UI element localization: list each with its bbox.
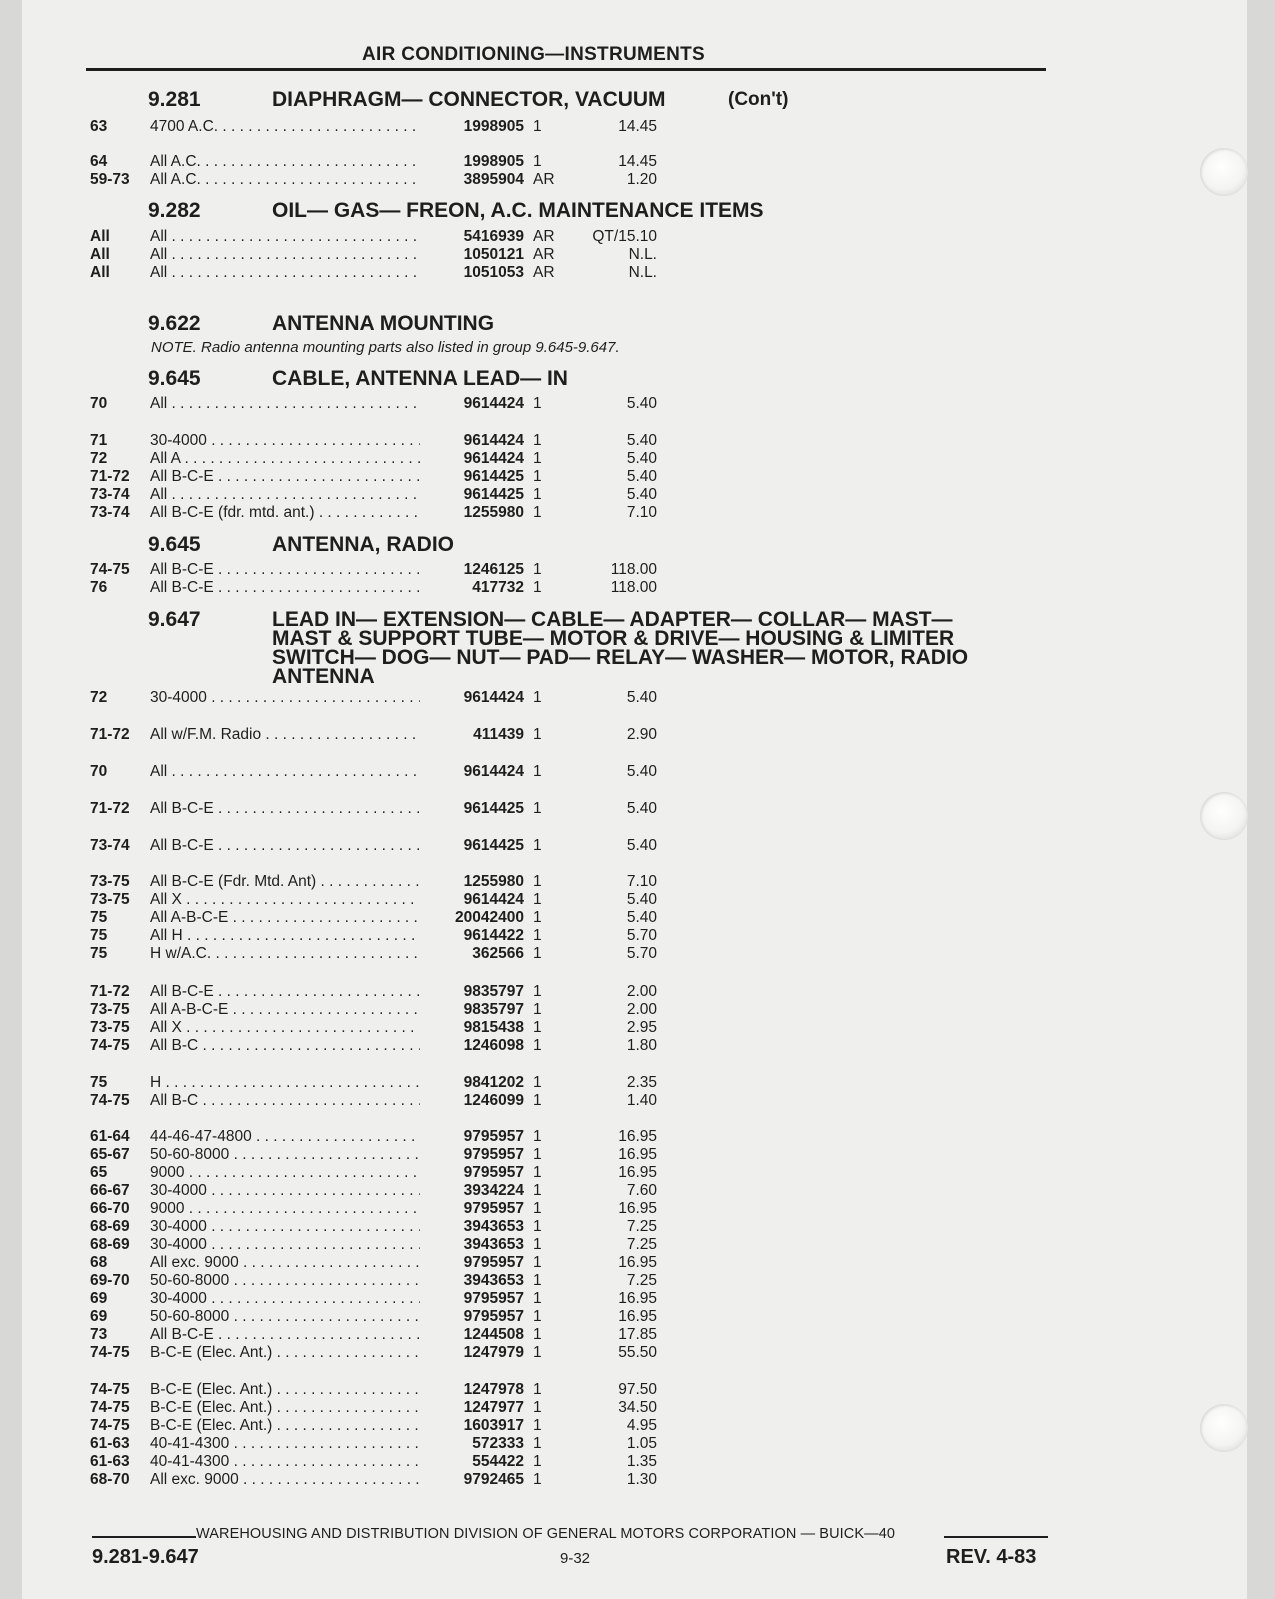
part-number: 3943653 — [463, 1236, 524, 1253]
application: 40-41-4300 . . . — [150, 1435, 420, 1453]
part-number: 9815438 — [463, 1019, 524, 1036]
part-number: 1247978 — [463, 1381, 524, 1398]
list-price: 2.35 — [626, 1074, 657, 1091]
list-price: 17.85 — [618, 1326, 657, 1343]
part-number: 1244508 — [463, 1326, 524, 1343]
part-number: 9795957 — [463, 1128, 524, 1145]
quantity: 1 — [533, 945, 542, 962]
application: All B-C-E . . . — [150, 579, 420, 597]
model-year: 61-63 — [90, 1435, 130, 1452]
quantity: 1 — [533, 1381, 542, 1398]
application: All . . . — [150, 228, 420, 246]
model-year: All — [90, 246, 110, 263]
model-year: 75 — [90, 1074, 108, 1091]
application: 30-4000 . . . — [150, 1218, 420, 1236]
list-price: 34.50 — [618, 1399, 657, 1416]
quantity: 1 — [533, 1236, 542, 1253]
list-price: 2.00 — [626, 1001, 657, 1018]
section-title: OIL— GAS— FREON, A.C. MAINTENANCE ITEMS — [272, 199, 764, 222]
application: All B-C-E . . . — [150, 983, 420, 1001]
section-note: NOTE. Radio antenna mounting parts also listed in group 9.645-9.647. — [151, 339, 620, 356]
list-price: 5.40 — [626, 763, 657, 780]
application: 30-4000 . . . — [150, 432, 420, 450]
model-year: 64 — [90, 153, 108, 170]
model-year: 71 — [90, 432, 108, 449]
application: All exc. 9000 . . . — [150, 1254, 420, 1272]
part-number: 9614424 — [463, 891, 524, 908]
model-year: 73-74 — [90, 486, 130, 503]
model-year: 69 — [90, 1290, 108, 1307]
model-year: 73-75 — [90, 891, 130, 908]
quantity: 1 — [533, 1037, 542, 1054]
model-year: All — [90, 228, 110, 245]
footer-group-range: 9.281-9.647 — [92, 1546, 199, 1568]
section-continued: (Con't) — [728, 89, 789, 110]
list-price: 7.10 — [626, 873, 657, 890]
footer-rule-left — [92, 1536, 196, 1538]
list-price: 5.40 — [626, 486, 657, 503]
model-year: 70 — [90, 395, 108, 412]
part-number: 9795957 — [463, 1200, 524, 1217]
list-price: 55.50 — [618, 1344, 657, 1361]
application: 40-41-4300 . . . — [150, 1453, 420, 1471]
model-year: 74-75 — [90, 1344, 130, 1361]
application: 50-60-8000 . . . — [150, 1308, 420, 1326]
part-number: 1247979 — [463, 1344, 524, 1361]
list-price: 1.05 — [626, 1435, 657, 1452]
list-price: 5.40 — [626, 395, 657, 412]
application: All A.C. . . . — [150, 171, 420, 189]
section-number: 9.281 — [148, 88, 201, 111]
model-year: 74-75 — [90, 561, 130, 578]
part-number: 9614422 — [463, 927, 524, 944]
part-number: 9792465 — [463, 1471, 524, 1488]
list-price: 4.95 — [626, 1417, 657, 1434]
list-price: 2.95 — [626, 1019, 657, 1036]
part-number: 9795957 — [463, 1290, 524, 1307]
list-price: 1.80 — [626, 1037, 657, 1054]
application: All X . . . — [150, 1019, 420, 1037]
quantity: 1 — [533, 1399, 542, 1416]
part-number: 20042400 — [455, 909, 524, 926]
part-number: 1255980 — [463, 504, 524, 521]
application: B-C-E (Elec. Ant.) . . . — [150, 1417, 420, 1435]
quantity: 1 — [533, 561, 542, 578]
footer-rule-right — [944, 1536, 1048, 1538]
model-year: 66-70 — [90, 1200, 130, 1217]
quantity: 1 — [533, 1019, 542, 1036]
part-number: 3943653 — [463, 1218, 524, 1235]
application: 9000 . . . — [150, 1200, 420, 1218]
application: All X . . . — [150, 891, 420, 909]
application: B-C-E (Elec. Ant.) . . . — [150, 1344, 420, 1362]
list-price: 5.70 — [626, 945, 657, 962]
list-price: 1.20 — [626, 171, 657, 188]
list-price: 5.40 — [626, 800, 657, 817]
quantity: 1 — [533, 689, 542, 706]
list-price: 16.95 — [618, 1164, 657, 1181]
application: All B-C-E . . . — [150, 468, 420, 486]
application: All A.C. . . . — [150, 153, 420, 171]
part-number: 1998905 — [463, 153, 524, 170]
model-year: 71-72 — [90, 726, 130, 743]
application: 30-4000 . . . — [150, 1236, 420, 1254]
list-price: N.L. — [628, 264, 657, 281]
quantity: 1 — [533, 1164, 542, 1181]
application: All A-B-C-E . . . — [150, 1001, 420, 1019]
list-price: 16.95 — [618, 1290, 657, 1307]
model-year: 75 — [90, 945, 108, 962]
list-price: 7.25 — [626, 1272, 657, 1289]
application: 4700 A.C. . . . — [150, 118, 420, 136]
part-number: 9841202 — [463, 1074, 524, 1091]
list-price: 5.70 — [626, 927, 657, 944]
application: All B-C-E . . . — [150, 561, 420, 579]
quantity: 1 — [533, 837, 542, 854]
list-price: 16.95 — [618, 1254, 657, 1271]
quantity: 1 — [533, 983, 542, 1000]
quantity: 1 — [533, 1417, 542, 1434]
part-number: 1247977 — [463, 1399, 524, 1416]
list-price: 7.60 — [626, 1182, 657, 1199]
part-number: 9795957 — [463, 1254, 524, 1271]
model-year: 71-72 — [90, 983, 130, 1000]
quantity: 1 — [533, 873, 542, 890]
quantity: 1 — [533, 763, 542, 780]
quantity: 1 — [533, 432, 542, 449]
model-year: 68-70 — [90, 1471, 130, 1488]
part-number: 3943653 — [463, 1272, 524, 1289]
page-title: AIR CONDITIONING—INSTRUMENTS — [362, 44, 706, 65]
part-number: 9614424 — [463, 432, 524, 449]
model-year: 61-63 — [90, 1453, 130, 1470]
section-number: 9.645 — [148, 533, 201, 556]
model-year: 71-72 — [90, 800, 130, 817]
quantity: 1 — [533, 1471, 542, 1488]
model-year: 75 — [90, 927, 108, 944]
part-number: 1246099 — [463, 1092, 524, 1109]
model-year: 76 — [90, 579, 108, 596]
quantity: 1 — [533, 1074, 542, 1091]
list-price: 14.45 — [618, 153, 657, 170]
section-number: 9.622 — [148, 312, 201, 335]
model-year: 73-74 — [90, 504, 130, 521]
model-year: 73-74 — [90, 837, 130, 854]
part-number: 9614424 — [463, 689, 524, 706]
model-year: 73-75 — [90, 1001, 130, 1018]
model-year: 71-72 — [90, 468, 130, 485]
model-year: 61-64 — [90, 1128, 130, 1145]
list-price: 7.25 — [626, 1218, 657, 1235]
application: All A . . . — [150, 450, 420, 468]
part-number: 417732 — [472, 579, 524, 596]
model-year: 66-67 — [90, 1182, 130, 1199]
part-number: 362566 — [472, 945, 524, 962]
part-number: 3934224 — [463, 1182, 524, 1199]
model-year: 74-75 — [90, 1399, 130, 1416]
application: All . . . — [150, 264, 420, 282]
application: All B-C . . . — [150, 1092, 420, 1110]
footer-revision: REV. 4-83 — [946, 1546, 1037, 1568]
section-number: 9.282 — [148, 199, 201, 222]
list-price: 5.40 — [626, 450, 657, 467]
part-number: 9795957 — [463, 1164, 524, 1181]
part-number: 1246125 — [463, 561, 524, 578]
part-number: 9614424 — [463, 395, 524, 412]
section-title: DIAPHRAGM— CONNECTOR, VACUUM — [272, 88, 666, 111]
part-number: 411439 — [473, 726, 524, 743]
model-year: 72 — [90, 689, 108, 706]
footer-page-number: 9-32 — [560, 1550, 591, 1567]
model-year: 68-69 — [90, 1236, 130, 1253]
part-number: 9614425 — [463, 800, 524, 817]
quantity: AR — [533, 264, 555, 281]
quantity: 1 — [533, 468, 542, 485]
quantity: 1 — [533, 486, 542, 503]
application: All H . . . — [150, 927, 420, 945]
model-year: 65 — [90, 1164, 108, 1181]
part-number: 1255980 — [463, 873, 524, 890]
list-price: 14.45 — [618, 118, 657, 135]
part-number: 1603917 — [463, 1417, 524, 1434]
list-price: 1.40 — [626, 1092, 657, 1109]
part-number: 5416939 — [463, 228, 524, 245]
model-year: 73 — [90, 1326, 108, 1343]
model-year: 59-73 — [90, 171, 130, 188]
list-price: N.L. — [628, 246, 657, 263]
application: All . . . — [150, 246, 420, 264]
quantity: 1 — [533, 153, 542, 170]
part-number: 9614425 — [463, 468, 524, 485]
quantity: AR — [533, 171, 555, 188]
application: H . . . — [150, 1074, 420, 1092]
quantity: 1 — [533, 1308, 542, 1325]
quantity: 1 — [533, 1218, 542, 1235]
application: All B-C-E (Fdr. Mtd. Ant) . . . — [150, 873, 420, 891]
application: All B-C-E . . . — [150, 837, 420, 855]
application: 30-4000 . . . — [150, 1290, 420, 1308]
model-year: 65-67 — [90, 1146, 130, 1163]
quantity: 1 — [533, 909, 542, 926]
quantity: 1 — [533, 1326, 542, 1343]
quantity: 1 — [533, 1128, 542, 1145]
list-price: 5.40 — [626, 468, 657, 485]
part-number: 572333 — [472, 1435, 524, 1452]
application: All B-C . . . — [150, 1037, 420, 1055]
section-title: CABLE, ANTENNA LEAD— IN — [272, 367, 568, 390]
list-price: 7.25 — [626, 1236, 657, 1253]
application: All B-C-E . . . — [150, 800, 420, 818]
list-price: 2.00 — [626, 983, 657, 1000]
part-number: 1050121 — [463, 246, 524, 263]
part-number: 9614425 — [463, 486, 524, 503]
quantity: 1 — [533, 1200, 542, 1217]
list-price: 5.40 — [626, 909, 657, 926]
model-year: 69 — [90, 1308, 108, 1325]
application: All B-C-E (fdr. mtd. ant.) . . . — [150, 504, 420, 522]
application: All A-B-C-E . . . — [150, 909, 420, 927]
part-number: 9835797 — [463, 1001, 524, 1018]
list-price: 1.35 — [626, 1453, 657, 1470]
model-year: 75 — [90, 909, 108, 926]
quantity: 1 — [533, 579, 542, 596]
list-price: 5.40 — [626, 837, 657, 854]
list-price: 118.00 — [610, 579, 657, 596]
part-number: 9614424 — [463, 763, 524, 780]
section-number: 9.647 — [148, 608, 201, 631]
quantity: 1 — [533, 1254, 542, 1271]
model-year: 74-75 — [90, 1381, 130, 1398]
list-price: 118.00 — [610, 561, 657, 578]
part-number: 9614425 — [463, 837, 524, 854]
part-number: 9835797 — [463, 983, 524, 1000]
list-price: 7.10 — [626, 504, 657, 521]
list-price: QT/15.10 — [592, 228, 657, 245]
application: All . . . — [150, 486, 420, 504]
quantity: 1 — [533, 1435, 542, 1452]
quantity: 1 — [533, 1344, 542, 1361]
quantity: 1 — [533, 450, 542, 467]
quantity: 1 — [533, 395, 542, 412]
quantity: 1 — [533, 1146, 542, 1163]
model-year: 74-75 — [90, 1092, 130, 1109]
list-price: 16.95 — [618, 1308, 657, 1325]
quantity: 1 — [533, 504, 542, 521]
model-year: 74-75 — [90, 1037, 130, 1054]
quantity: 1 — [533, 891, 542, 908]
part-number: 9795957 — [463, 1308, 524, 1325]
list-price: 5.40 — [626, 891, 657, 908]
list-price: 5.40 — [626, 432, 657, 449]
application: 50-60-8000 . . . — [150, 1272, 420, 1290]
application: All w/F.M. Radio . . . — [150, 726, 420, 744]
list-price: 5.40 — [626, 689, 657, 706]
application: 30-4000 . . . — [150, 1182, 420, 1200]
list-price: 1.30 — [626, 1471, 657, 1488]
application: All B-C-E . . . — [150, 1326, 420, 1344]
application: H w/A.C. . . . — [150, 945, 420, 963]
list-price: 16.95 — [618, 1128, 657, 1145]
footer-division: WAREHOUSING AND DISTRIBUTION DIVISION OF GENERAL MOTORS CORPORATION — BUICK—40 — [196, 1526, 896, 1542]
part-number: 1246098 — [463, 1037, 524, 1054]
part-number: 1051053 — [463, 264, 524, 281]
part-number: 9614424 — [463, 450, 524, 467]
section-title: ANTENNA MOUNTING — [272, 312, 495, 335]
application: B-C-E (Elec. Ant.) . . . — [150, 1381, 420, 1399]
model-year: 69-70 — [90, 1272, 130, 1289]
list-price: 2.90 — [626, 726, 657, 743]
section-title: LEAD IN— EXTENSION— CABLE— ADAPTER— COLLAR— MAST— MAST & SUPPORT TUBE— MOTOR & DRIVE— HOUSING & LIMITER SWITCH— DOG— NUT— PAD— RELAY— WASHER— MOTOR, RADIO ANTENNA — [272, 608, 969, 688]
application: 9000 . . . — [150, 1164, 420, 1182]
part-number: 554422 — [472, 1453, 524, 1470]
application: 50-60-8000 . . . — [150, 1146, 420, 1164]
application: All . . . — [150, 395, 420, 413]
quantity: 1 — [533, 1272, 542, 1289]
application: 44-46-47-4800 . . . — [150, 1128, 420, 1146]
model-year: All — [90, 264, 110, 281]
model-year: 74-75 — [90, 1417, 130, 1434]
quantity: 1 — [533, 1182, 542, 1199]
quantity: 1 — [533, 927, 542, 944]
application: All . . . — [150, 763, 420, 781]
model-year: 68 — [90, 1254, 108, 1271]
quantity: 1 — [533, 1453, 542, 1470]
part-number: 3895904 — [463, 171, 524, 188]
quantity: 1 — [533, 1001, 542, 1018]
model-year: 63 — [90, 118, 108, 135]
model-year: 68-69 — [90, 1218, 130, 1235]
part-number: 9795957 — [463, 1146, 524, 1163]
quantity: 1 — [533, 1092, 542, 1109]
model-year: 73-75 — [90, 1019, 130, 1036]
quantity: AR — [533, 246, 555, 263]
quantity: 1 — [533, 1290, 542, 1307]
application: All exc. 9000 . . . — [150, 1471, 420, 1489]
model-year: 73-75 — [90, 873, 130, 890]
model-year: 72 — [90, 450, 108, 467]
application: 30-4000 . . . — [150, 689, 420, 707]
quantity: 1 — [533, 726, 542, 743]
list-price: 16.95 — [618, 1146, 657, 1163]
list-price: 16.95 — [618, 1200, 657, 1217]
section-title: ANTENNA, RADIO — [272, 533, 454, 556]
application: B-C-E (Elec. Ant.) . . . — [150, 1399, 420, 1417]
part-number: 1998905 — [463, 118, 524, 135]
list-price: 97.50 — [618, 1381, 657, 1398]
model-year: 70 — [90, 763, 108, 780]
quantity: 1 — [533, 118, 542, 135]
quantity: 1 — [533, 800, 542, 817]
quantity: AR — [533, 228, 555, 245]
section-number: 9.645 — [148, 367, 201, 390]
